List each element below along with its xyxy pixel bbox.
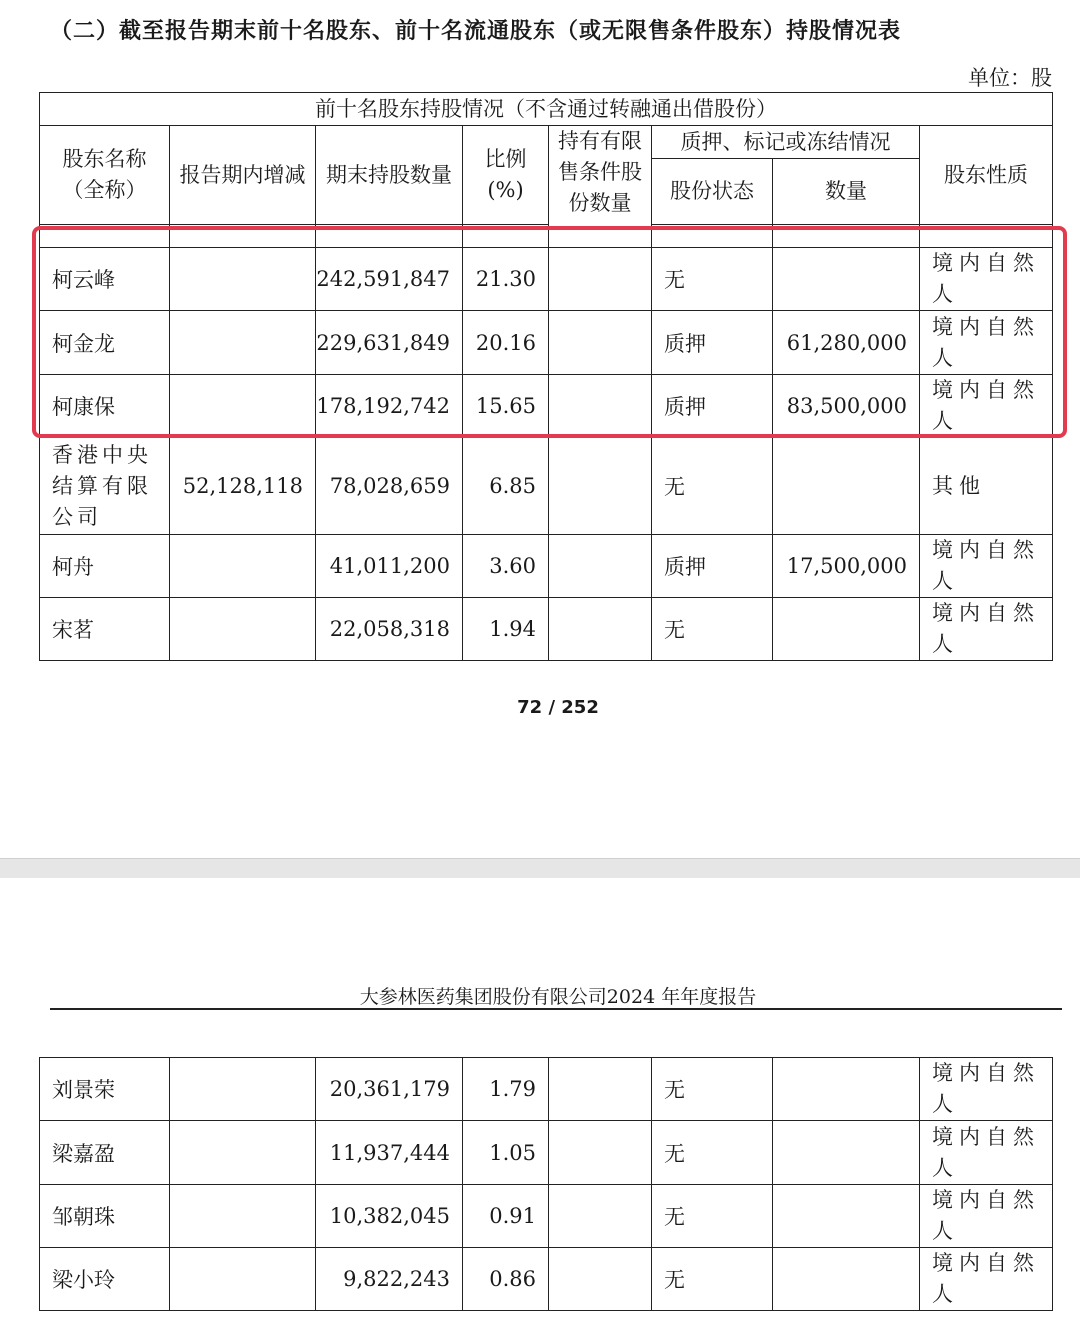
cell-ratio: 6.85 [463, 438, 549, 535]
table-row [40, 1185, 1053, 1248]
cell-nature: 境内自然人 [920, 311, 1053, 375]
cell-name: 梁嘉盈 [40, 1121, 170, 1185]
shareholders-table [39, 92, 1053, 661]
cell-shares: 41,011,200 [316, 535, 463, 598]
cell-quantity [773, 1248, 920, 1311]
cell-quantity [773, 1185, 920, 1248]
cell-name: 柯康保 [40, 375, 170, 438]
cell-status: 无 [652, 1185, 773, 1248]
cell-shares: 10,382,045 [316, 1185, 463, 1248]
cell-status: 无 [652, 1058, 773, 1121]
cell-shares: 9,822,243 [316, 1248, 463, 1311]
cell-change [170, 598, 316, 661]
cell-restricted [549, 311, 652, 375]
header-restricted: 持有有限售条件股份数量 [549, 126, 652, 248]
section-heading: （二）截至报告期末前十名股东、前十名流通股东（或无限售条件股东）持股情况表 [50, 19, 902, 44]
cell-quantity: 17,500,000 [773, 535, 920, 598]
cell-quantity [773, 1058, 920, 1121]
cell-quantity [773, 438, 920, 535]
cell-quantity [773, 1121, 920, 1185]
page-gap [0, 858, 1080, 878]
header-change: 报告期内增减 [170, 126, 316, 225]
cell-nature: 境内自然人 [920, 598, 1053, 661]
header-pledge-group: 质押、标记或冻结情况 [652, 126, 920, 159]
cell-name: 宋茗 [40, 598, 170, 661]
cell-nature: 境内自然人 [920, 1121, 1053, 1185]
cell-restricted [549, 248, 652, 311]
cell-ratio: 1.05 [463, 1121, 549, 1185]
cell-name: 柯舟 [40, 535, 170, 598]
cell-name: 柯云峰 [40, 248, 170, 311]
cell-nature: 境内自然人 [920, 375, 1053, 438]
cell-status: 无 [652, 1121, 773, 1185]
cell-shares: 242,591,847 [316, 248, 463, 311]
cell-nature: 境内自然人 [920, 248, 1053, 311]
cell-change [170, 535, 316, 598]
cell-ratio: 0.91 [463, 1185, 549, 1248]
table-row [40, 1248, 1053, 1311]
cell-status: 质押 [652, 375, 773, 438]
cell-name: 梁小玲 [40, 1248, 170, 1311]
header-shares: 期末持股数量 [316, 126, 463, 225]
cell-restricted [549, 375, 652, 438]
header-nature: 股东性质 [920, 126, 1053, 225]
cell-nature: 境内自然人 [920, 1058, 1053, 1121]
table-caption: 前十名股东持股情况（不含通过转融通出借股份） [40, 93, 1053, 126]
unit-label: 单位：股 [968, 66, 1052, 90]
cell-name: 邹朝珠 [40, 1185, 170, 1248]
header-name: 股东名称（全称） [40, 126, 170, 225]
cell-status: 无 [652, 248, 773, 311]
cell-quantity: 61,280,000 [773, 311, 920, 375]
cell-restricted [549, 1058, 652, 1121]
page-gap-line [0, 858, 1080, 859]
header-status: 股份状态 [652, 159, 773, 225]
cell-change [170, 248, 316, 311]
table-row [40, 248, 1053, 311]
cell-change: 52,128,118 [170, 438, 316, 535]
table-row [40, 375, 1053, 438]
cell-change [170, 1185, 316, 1248]
header-ratio: 比例(%) [463, 126, 549, 225]
cell-ratio: 15.65 [463, 375, 549, 438]
cell-change [170, 311, 316, 375]
cell-restricted [549, 535, 652, 598]
cell-shares: 178,192,742 [316, 375, 463, 438]
cell-status: 无 [652, 1248, 773, 1311]
cell-ratio: 1.94 [463, 598, 549, 661]
table-row [40, 535, 1053, 598]
cell-change [170, 375, 316, 438]
cell-restricted [549, 1185, 652, 1248]
cell-nature: 境内自然人 [920, 535, 1053, 598]
table-row [40, 311, 1053, 375]
header-rule [50, 1008, 1062, 1010]
cell-shares: 11,937,444 [316, 1121, 463, 1185]
table-row [40, 598, 1053, 661]
cell-status: 质押 [652, 535, 773, 598]
cell-nature: 境内自然人 [920, 1248, 1053, 1311]
cell-nature: 其他 [920, 438, 1053, 535]
cell-name: 柯金龙 [40, 311, 170, 375]
cell-ratio: 3.60 [463, 535, 549, 598]
cell-name: 香港中央结算有限公司 [40, 438, 170, 535]
cell-status: 无 [652, 598, 773, 661]
table-row [40, 1058, 1053, 1121]
cell-quantity [773, 598, 920, 661]
cell-ratio: 20.16 [463, 311, 549, 375]
cell-ratio: 1.79 [463, 1058, 549, 1121]
cell-quantity: 83,500,000 [773, 375, 920, 438]
header-quantity: 数量 [773, 159, 920, 225]
cell-ratio: 0.86 [463, 1248, 549, 1311]
cell-status: 质押 [652, 311, 773, 375]
cell-change [170, 1058, 316, 1121]
cell-shares: 20,361,179 [316, 1058, 463, 1121]
shareholders-table-continued [39, 1057, 1053, 1311]
cell-shares: 22,058,318 [316, 598, 463, 661]
cell-name: 刘景荣 [40, 1058, 170, 1121]
cell-change [170, 1121, 316, 1185]
table-row [40, 438, 1053, 535]
cell-status: 无 [652, 438, 773, 535]
cell-change [170, 1248, 316, 1311]
cell-quantity [773, 248, 920, 311]
cell-ratio: 21.30 [463, 248, 549, 311]
table-row [40, 1121, 1053, 1185]
cell-shares: 229,631,849 [316, 311, 463, 375]
cell-restricted [549, 598, 652, 661]
cell-restricted [549, 1121, 652, 1185]
page-number: 72 / 252 [517, 697, 599, 718]
cell-nature: 境内自然人 [920, 1185, 1053, 1248]
cell-restricted [549, 438, 652, 535]
cell-shares: 78,028,659 [316, 438, 463, 535]
cell-restricted [549, 1248, 652, 1311]
report-header: 大参林医药集团股份有限公司2024 年年度报告 [359, 986, 757, 1008]
